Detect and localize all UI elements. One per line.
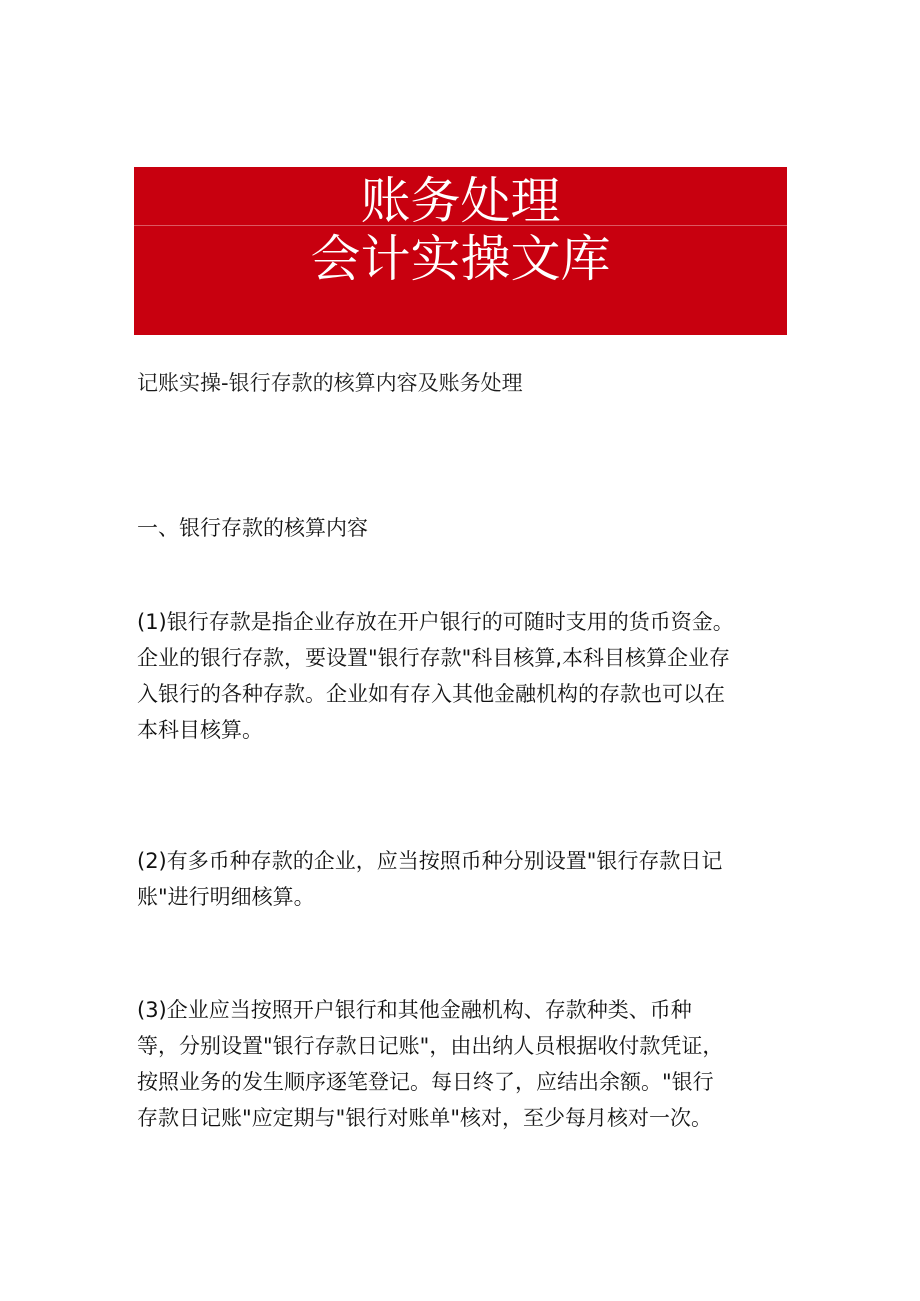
header-banner <box>134 167 787 335</box>
paragraph-1 <box>137 604 797 748</box>
paragraph-line: (2)有多币种存款的企业，应当按照币种分别设置"银行存款日记 <box>137 849 723 873</box>
banner-title-line1: 账务处理 <box>360 172 561 230</box>
paragraph-2 <box>137 843 797 915</box>
paragraph-line: 按照业务的发生顺序逐笔登记。每日终了，应结出余额。"银行 <box>137 1070 714 1094</box>
paragraph-line: 存款日记账"应定期与"银行对账单"核对，至少每月核对一次。 <box>137 1106 712 1130</box>
paragraph-line: (1)银行存款是指企业存放在开户银行的可随时支用的货币资金。 <box>137 610 734 634</box>
banner-title-line2: 会计实操文库 <box>310 230 611 288</box>
paragraph-3 <box>137 992 797 1136</box>
paragraph-line: 账"进行明细核算。 <box>137 885 315 909</box>
paragraph-line: (3)企业应当按照开户银行和其他金融机构、存款种类、币种 <box>137 998 692 1022</box>
paragraph-line: 入银行的各种存款。企业如有存入其他金融机构的存款也可以在 <box>137 682 725 706</box>
paragraph-line: 等，分别设置"银行存款日记账"，由出纳人员根据收付款凭证， <box>137 1034 724 1058</box>
document-title: 记账实操-银行存款的核算内容及账务处理 <box>137 371 523 395</box>
paragraph-line: 本科目核算。 <box>137 718 263 742</box>
section-heading: 一、银行存款的核算内容 <box>137 516 368 540</box>
paragraph-line: 企业的银行存款，要设置"银行存款"科目核算,本科目核算企业存 <box>137 646 730 670</box>
